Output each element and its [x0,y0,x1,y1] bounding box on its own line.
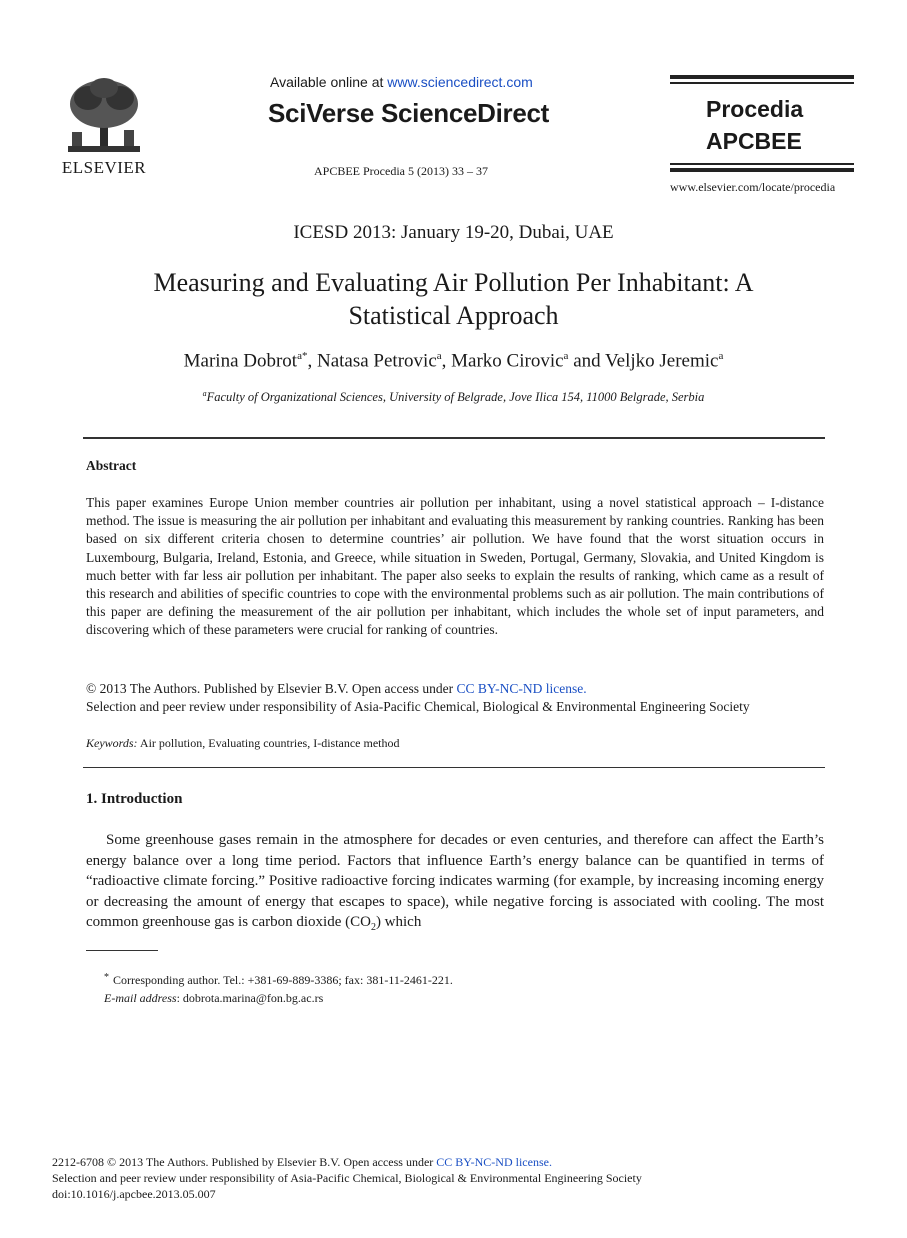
corresponding-author-note [104,972,453,988]
footer-peer-review: Selection and peer review under responsibility of Asia-Pacific Chemical, Biological & Environmental Engineering Society [52,1171,642,1185]
author-name: Natasa Petrovic [316,350,437,372]
email-label: E-mail address [104,991,177,1005]
footnote-star: * [104,972,109,983]
paper-title-line1: Measuring and Evaluating Air Pollution Per Inhabitant: A [153,268,754,297]
journal-name [706,93,803,157]
intro-tail: ) which [375,914,422,930]
keywords-text: Air pollution, Evaluating countries, I-distance method [137,736,400,750]
introduction-text [86,830,824,939]
corresponding-text: Corresponding author. Tel.: +381-69-889-3386; fax: 381-11-2461-221. [113,973,453,987]
affiliation-sup: a [202,389,207,398]
copyright-block [86,680,826,715]
license-link[interactable]: CC BY-NC-ND license. [456,681,587,696]
footer-license-link[interactable]: CC BY-NC-ND license. [436,1155,552,1169]
intro-main: Some greenhouse gases remain in the atmosphere for decades or even centuries, and therefore can affect the Earth’s energy balance over a long time period. Factors that influence Earth’s energy balance can be quantified in terms of “radioactive climate forcing.” Positive radioactive forcing indicates warming (for example, by increasing incoming energy or decreasing the amount of energy that escapes to space), while negative forcing is associated with cooling. The most common greenhouse gas is carbon dioxide (CO [86,832,824,930]
author-sup: a [436,350,442,362]
journal-rule [670,163,854,165]
paper-title-line2: Statistical Approach [348,301,559,330]
available-online [270,74,533,90]
footer-copyright-line [52,1154,642,1170]
journal-url[interactable]: www.elsevier.com/locate/procedia [670,180,836,194]
copyright-line [86,680,826,698]
section-heading: 1. Introduction [86,791,183,807]
page-footer [52,1154,642,1202]
author-sup: a [718,350,724,362]
keywords-label: Keywords: [86,736,138,750]
author-list [0,350,907,372]
affiliation [0,389,907,405]
peer-review-line: Selection and peer review under responsibility of Asia-Pacific Chemical, Biological & Environmental Engineering Society [86,698,750,714]
journal-name-line1: Procedia [706,96,804,122]
co2-subscript: 2 [370,922,376,933]
keywords [86,736,400,751]
journal-rule [670,168,854,172]
author-sup: a* [297,350,308,362]
email-note [104,991,323,1006]
author-separator: , [307,350,317,372]
journal-name-line2: APCBEE [706,128,802,154]
author-name: Marina Dobrot [183,350,298,372]
author-sup: a [563,350,569,362]
divider [83,437,825,439]
footer-copyright: 2212-6708 © 2013 The Authors. Published by Elsevier B.V. Open access under [52,1155,437,1169]
author-separator: and [568,350,606,372]
author-name: Veljko Jeremic [605,350,719,372]
abstract-text: This paper examines Europe Union member countries air pollution per inhabitant, using a novel statistical approach – I-distance method. The issue is measuring the air pollution per inhabitant and evaluating this measurement by ranking countries. Ranking has been based on six different criteria chosen to determine countries’ air pollution. We have found that the worst situation occurs in Luxembourg, Bulgaria, Ireland, Estonia, and Greece, while situation in Sweden, Portugal, Germany, Slovakia, and United Kingdom is much better with far less air pollution per inhabitant. The paper also seeks to explain the results of ranking, which came as a result of this research and abilities of specific countries to cope with the environmental problems such as air pollution. The main contributions of this paper are defining the measurement of the air pollution per inhabitant, which includes the whole set of input parameters, and discovering which of these parameters were crucial for ranking of countries. [86,495,824,638]
copyright-text: © 2013 The Authors. Published by Elsevier B.V. Open access under [86,681,457,696]
footnote-rule [86,950,158,951]
conference-line: ICESD 2013: January 19-20, Dubai, UAE [293,222,614,243]
journal-rule [670,82,854,84]
sciencedirect-link[interactable]: www.sciencedirect.com [387,74,533,90]
affiliation-text: Faculty of Organizational Sciences, University of Belgrade, Jove Ilica 154, 11000 Belgrade, Serbia [206,390,705,405]
divider [83,767,825,768]
email-address[interactable]: : dobrota.marina@fon.bg.ac.rs [176,991,324,1005]
elsevier-logo-text: ELSEVIER [61,158,147,177]
journal-citation: APCBEE Procedia 5 (2013) 33 – 37 [314,164,488,178]
footer-doi[interactable]: doi:10.1016/j.apcbee.2013.05.007 [52,1187,216,1201]
abstract-heading: Abstract [86,458,137,473]
author-name: Marko Cirovic [451,350,564,372]
elsevier-tree-logo [58,76,150,158]
author-separator: , [441,350,452,372]
available-online-label: Available online at [270,74,388,90]
paper-title [100,266,807,332]
sciverse-sciencedirect-title: SciVerse ScienceDirect [268,98,550,128]
journal-rule [670,75,854,79]
